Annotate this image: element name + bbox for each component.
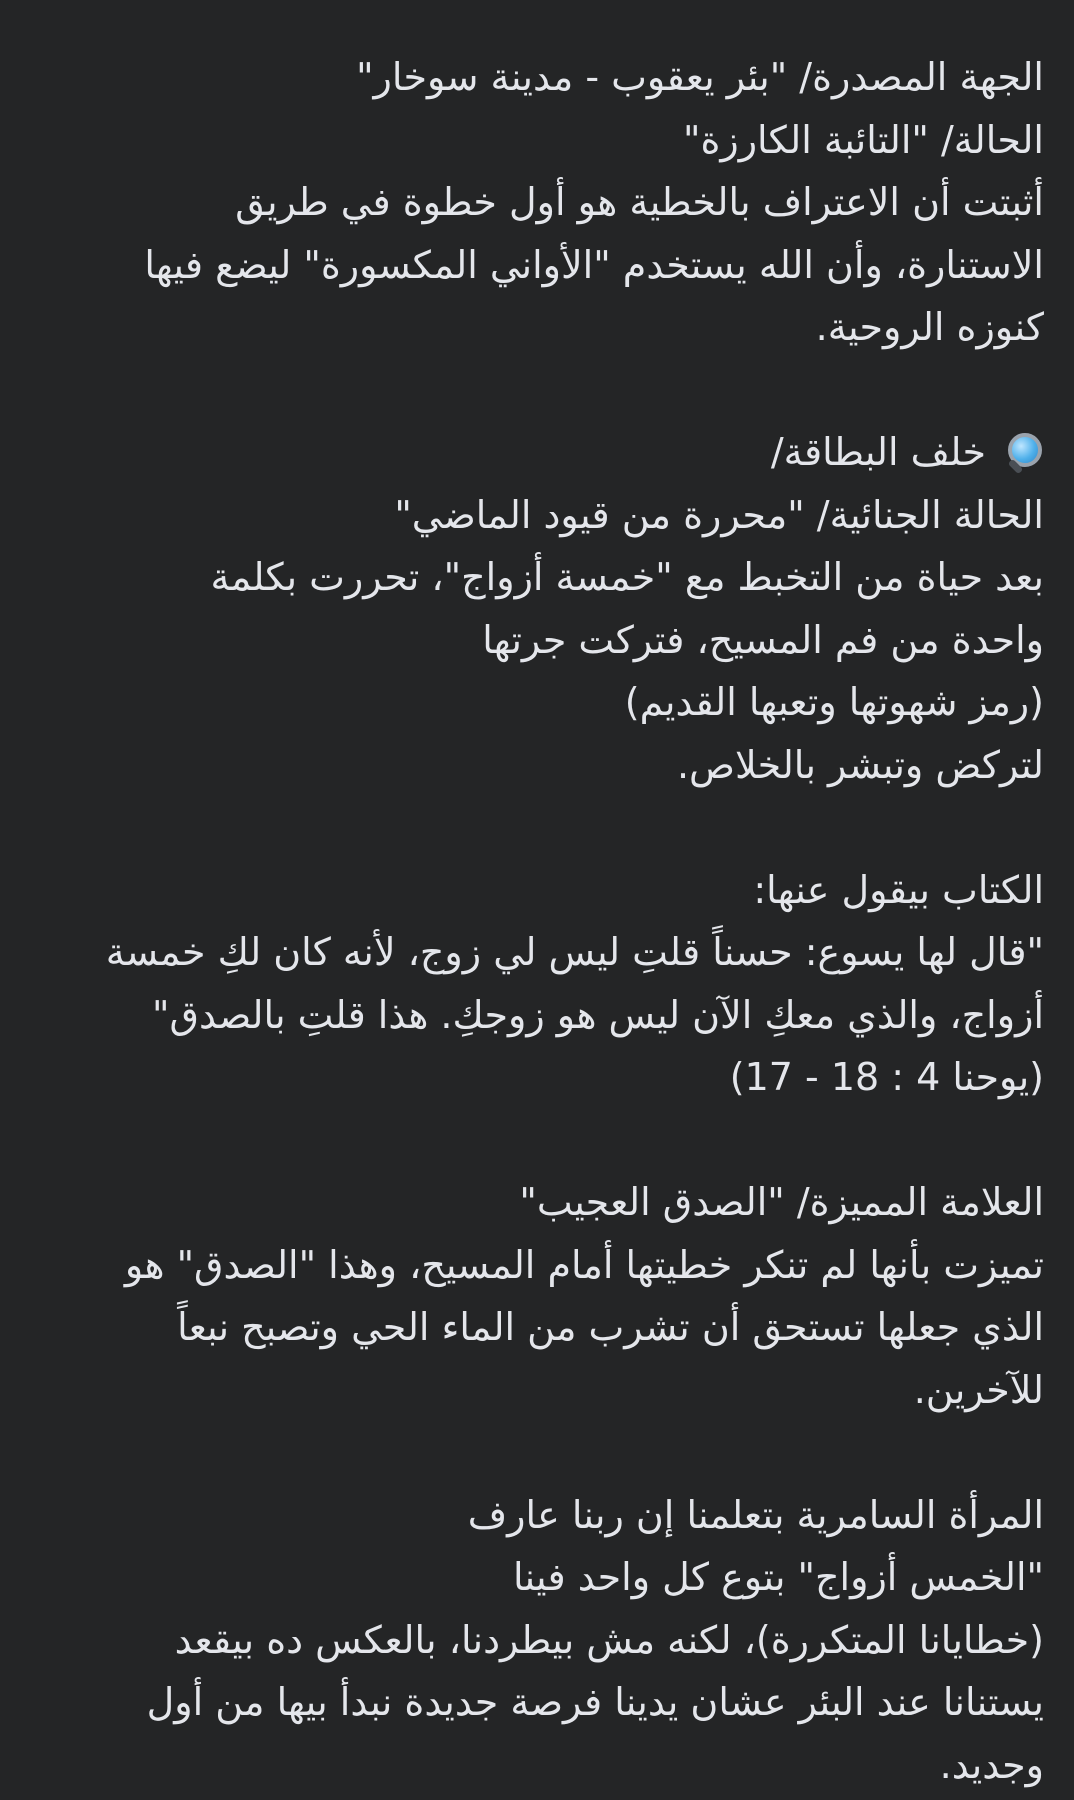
post-line: الاستنارة، وأن الله يستخدم "الأواني المكسورة" ليضع فيها [144, 242, 1044, 287]
post-line: العلامة المميزة/ "الصدق العجيب" [519, 1180, 1044, 1224]
post-line: أثبتت أن الاعتراف بالخطية هو أول خطوة في طريق [235, 180, 1044, 224]
section-heading-text: خلف البطاقة/ [770, 430, 986, 474]
post-line: الكتاب بيقول عنها: [753, 867, 1044, 912]
post-line: بعد حياة من التخبط مع "خمسة أزواج"، تحررت بكلمة [210, 555, 1044, 599]
scripture-quote-line: "قال لها يسوع: حسناً قلتِ ليس لي زوج، لأنه كان لكِ خمسة [105, 930, 1044, 974]
scripture-reference: (يوحنا 4 : 18 - 17) [729, 1055, 1044, 1099]
magnifying-glass-icon [1004, 431, 1044, 471]
post-line: الجهة المصدرة/ "بئر يعقوب - مدينة سوخار" [356, 55, 1044, 99]
post-line: للآخرين. [913, 1367, 1044, 1412]
post-line: (خطايانا المتكررة)، لكنه مش بيطردنا، بالعكس ده بيقعد [174, 1617, 1044, 1662]
post-line: (رمز شهوتها وتعبها القديم) [624, 680, 1044, 724]
section-heading-back-of-card [56, 421, 1044, 484]
post-line: يستنانا عند البئر عشان يدينا فرصة جديدة نبدأ بيها من أول [146, 1680, 1044, 1724]
post-line: الحالة الجنائية/ "محررة من قيود الماضي" [394, 492, 1044, 537]
paragraph-spacer [56, 1109, 1044, 1172]
post-line: لتركض وتبشر بالخلاص. [676, 742, 1044, 787]
post-line: واحدة من فم المسيح، فتركت جرتها [482, 617, 1044, 662]
scripture-quote-line: أزواج، والذي معكِ الآن ليس هو زوجكِ. هذا قلتِ بالصدق" [152, 992, 1044, 1037]
post-line: كنوزه الروحية. [815, 305, 1044, 349]
post-line: "الخمس أزواج" بتوع كل واحد فينا [512, 1555, 1044, 1599]
post-line: المرأة السامرية بتعلمنا إن ربنا عارف [467, 1492, 1044, 1537]
paragraph-spacer [56, 359, 1044, 422]
paragraph-spacer [56, 796, 1044, 859]
post-line: تميزت بأنها لم تنكر خطيتها أمام المسيح، وهذا "الصدق" هو [124, 1242, 1044, 1287]
post-line: الذي جعلها تستحق أن تشرب من الماء الحي وتصبح نبعاً [177, 1305, 1044, 1349]
post-line: وجديد. [939, 1742, 1044, 1787]
paragraph-spacer [56, 1421, 1044, 1484]
post-line: الحالة/ "التائبة الكارزة" [682, 117, 1044, 162]
